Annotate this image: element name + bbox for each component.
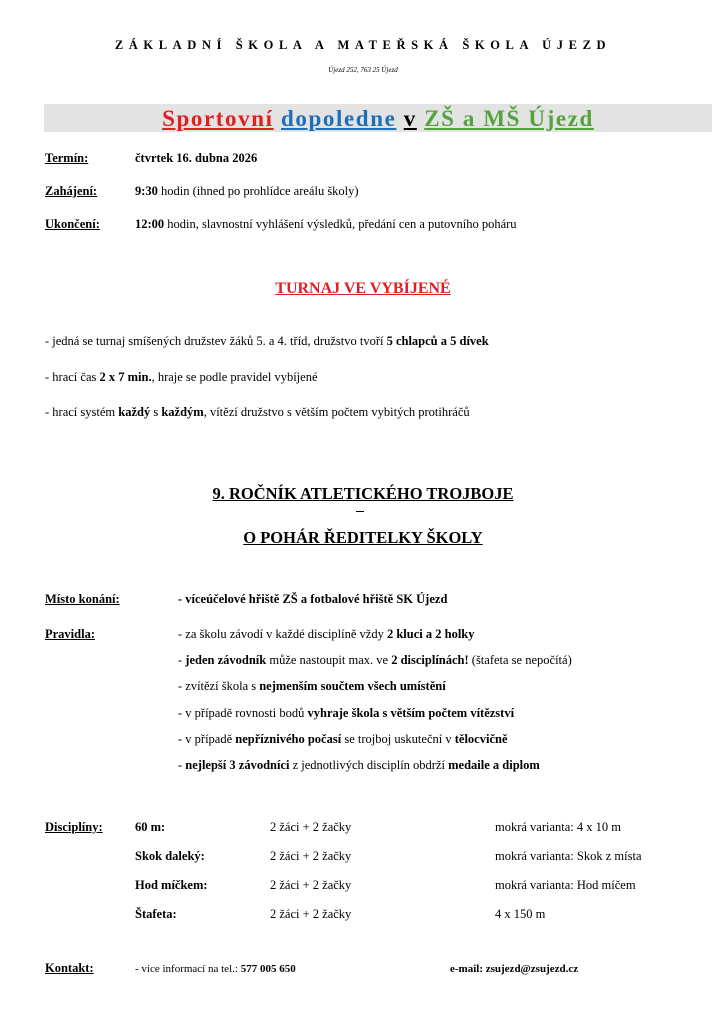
ukonceni-label: Ukončení: (45, 217, 100, 231)
zahajeni-value: 9:30 hodin (ihned po prohlídce areálu školy) (135, 184, 359, 198)
discipline-wet-variant: mokrá varianta: Skok z místa (495, 849, 642, 863)
discipline-name: Skok daleký: (135, 849, 205, 863)
rule-4: - v případě rovnosti bodů vyhraje škola s větším počtem vítězství (178, 706, 515, 720)
title-word-school: ZŠ a MŠ Újezd (424, 106, 594, 131)
athletics-heading-2: O POHÁR ŘEDITELKY ŠKOLY (243, 528, 483, 547)
venue-value: - víceúčelové hřiště ZŠ a fotbalové hřiště SK Újezd (178, 592, 448, 606)
rule-6: - nejlepší 3 závodníci z jednotlivých disciplín obdrží medaile a diplom (178, 758, 540, 772)
school-address: Újezd 252, 763 25 Újezd (328, 66, 398, 74)
tournament-heading: TURNAJ VE VYBÍJENÉ (275, 280, 451, 297)
discipline-count: 2 žáci + 2 žačky (270, 820, 352, 834)
venue-label: Místo konání: (45, 592, 120, 606)
school-name: ZÁKLADNÍ ŠKOLA A MATEŘSKÁ ŠKOLA ÚJEZD (114, 38, 612, 52)
tournament-line-2: - hrací čas 2 x 7 min., hraje se podle pravidel vybíjené (45, 370, 318, 384)
contact-label: Kontakt: (45, 961, 94, 975)
dash-divider (356, 511, 364, 512)
discipline-name: 60 m: (135, 820, 166, 834)
discipline-wet-variant: mokrá varianta: 4 x 10 m (495, 820, 622, 834)
title-word-sportovni: Sportovní (162, 106, 274, 131)
disciplines-label: Disciplíny: (45, 820, 103, 834)
discipline-wet-variant: 4 x 150 m (495, 907, 546, 921)
termin-value: čtvrtek 16. dubna 2026 (135, 151, 258, 165)
discipline-name: Hod míčkem: (135, 878, 208, 892)
discipline-count: 2 žáci + 2 žačky (270, 849, 352, 863)
page-title (44, 104, 712, 134)
tournament-line-3: - hrací systém každý s každým, vítězí družstvo s větším počtem vybitých protihráčů (45, 405, 470, 419)
title-word-v: v (403, 106, 417, 131)
termin-label: Termín: (45, 151, 89, 165)
rule-1: - za školu závodí v každé disciplíně vždy 2 kluci a 2 holky (178, 627, 475, 641)
athletics-heading-1: 9. ROČNÍK ATLETICKÉHO TROJBOJE (212, 484, 514, 503)
rule-3: - zvítězí škola s nejmenším součtem všech umístění (178, 679, 446, 693)
rule-2: - jeden závodník může nastoupit max. ve 2 disciplínách! (štafeta se nepočítá) (178, 653, 572, 667)
tournament-line-1: - jedná se turnaj smíšených družstev žáků 5. a 4. tříd, družstvo tvoří 5 chlapců a 5 dívek (45, 334, 489, 348)
discipline-count: 2 žáci + 2 žačky (270, 878, 352, 892)
discipline-name: Štafeta: (135, 907, 177, 921)
rule-5: - v případě nepříznivého počasí se trojboj uskuteční v tělocvičně (178, 732, 508, 746)
rules-label: Pravidla: (45, 627, 95, 641)
discipline-count: 2 žáci + 2 žačky (270, 907, 352, 921)
discipline-wet-variant: mokrá varianta: Hod míčem (495, 878, 636, 892)
contact-email: e-mail: zsujezd@zsujezd.cz (450, 963, 579, 975)
title-word-dopoledne: dopoledne (281, 106, 397, 131)
contact-phone: - více informací na tel.: 577 005 650 (135, 963, 296, 975)
ukonceni-value: 12:00 hodin, slavnostní vyhlášení výsledků, předání cen a putovního poháru (135, 217, 517, 231)
zahajeni-label: Zahájení: (45, 184, 98, 198)
